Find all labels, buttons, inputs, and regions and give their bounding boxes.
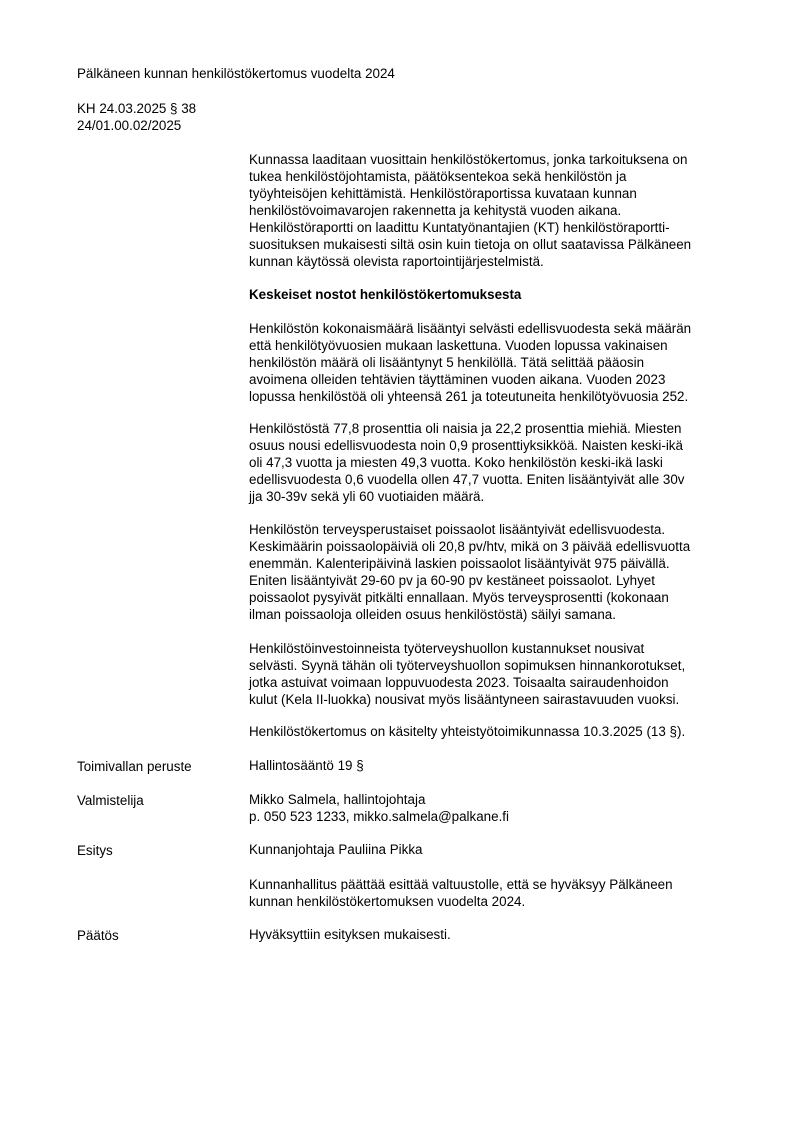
document-title: Pälkäneen kunnan henkilöstökertomus vuodelta 2024: [77, 66, 395, 81]
text-line: työyhteisöjen kehittämistä. Henkilöstöraportissa kuvataan kunnan: [249, 186, 637, 201]
text-line: jotka astuivat voimaan loppuvuodesta 2023. Toisaalta sairaudenhoidon: [249, 675, 669, 690]
text-line: edellisvuodesta 0,6 vuodella ollen 47,7 vuotta. Eniten lisääntyivät alle 30v: [249, 472, 685, 487]
text-line: kulut (Kela II-luokka) nousivat myös lisääntyneen sairastavuuden vuoksi.: [249, 692, 680, 707]
text-line: suosituksen mukaisesti siltä osin kuin tietoja on ollut saatavissa Pälkäneen: [249, 237, 692, 252]
text-line: enemmän. Kalenteripäivinä laskien poissaolot lisääntyivät 975 päivällä.: [249, 556, 670, 571]
preparer-contact: p. 050 523 1233, mikko.salmela@palkane.fi: [249, 809, 509, 824]
absence-paragraph: [249, 521, 690, 623]
meeting-reference: KH 24.03.2025 § 38: [77, 101, 197, 116]
text-line: Henkilöstöraportti on laadittu Kuntatyönantajien (KT) henkilöstöraportti-: [249, 220, 670, 235]
preparer-name: Mikko Salmela, hallintojohtaja: [249, 792, 426, 807]
proposal-label: Esitys: [77, 843, 113, 858]
text-line: kunnan käytössä olevista raportointijärjestelmistä.: [249, 254, 544, 269]
authority-label: Toimivallan peruste: [77, 759, 192, 774]
text-line: ilman poissaoloja olleiden osuus henkilöstöstä) säilyi samana.: [249, 607, 616, 622]
text-line: avoimena olleiden tehtävien täyttäminen vuoden aikana. Vuoden 2023: [249, 372, 666, 387]
text-line: Keskimäärin poissaolopäiviä oli 20,8 pv/htv, mikä on 3 päivää edellisvuotta: [249, 539, 691, 554]
text-line: Kunnassa laaditaan vuosittain henkilöstökertomus, jonka tarkoituksena on: [249, 152, 688, 167]
investment-paragraph: [249, 640, 685, 708]
text-line: tukea henkilöstöjohtamista, päätöksentekoa sekä henkilöstön ja: [249, 169, 627, 184]
text-line: että henkilötyövuosien mukaan laskettuna. Vuoden lopussa vakinaisen: [249, 338, 668, 353]
section-heading: Keskeiset nostot henkilöstökertomuksesta: [249, 287, 522, 302]
intro-paragraph: [249, 151, 691, 270]
decision-label: Päätös: [77, 928, 119, 943]
text-line: Henkilöstöstä 77,8 prosenttia oli naisia ja 22,2 prosenttia miehiä. Miesten: [249, 421, 682, 436]
text-line: oli 47,3 vuotta ja miesten 49,3 vuotta. Koko henkilöstön keski-ikä laski: [249, 455, 663, 470]
cooperation-committee-note: Henkilöstökertomus on käsitelty yhteistyötoimikunnassa 10.3.2025 (13 §).: [249, 724, 686, 739]
text-line: kunnan henkilöstökertomuksen vuodelta 2024.: [249, 894, 526, 909]
text-line: henkilöstövoimavarojen rakennetta ja kehitystä vuoden aikana.: [249, 203, 622, 218]
text-line: poissaolot pysyivät pitkälti ennallaan. Myös terveysprosentti (kokonaan: [249, 590, 669, 605]
case-number: 24/01.00.02/2025: [77, 118, 182, 133]
text-line: Kunnanhallitus päättää esittää valtuustolle, että se hyväksyy Pälkäneen: [249, 877, 673, 892]
decision-value: Hyväksyttiin esityksen mukaisesti.: [249, 927, 451, 942]
proposal-by: Kunnanjohtaja Pauliina Pikka: [249, 842, 423, 857]
text-line: Henkilöstöinvestoinneista työterveyshuollon kustannukset nousivat: [249, 641, 645, 656]
text-line: Henkilöstön kokonaismäärä lisääntyi selvästi edellisvuodesta sekä määrän: [249, 321, 692, 336]
text-line: osuus nousi edellisvuodesta noin 0,9 prosenttiyksikköä. Naisten keski-ikä: [249, 438, 683, 453]
text-line: henkilöstön määrä oli lisääntynyt 5 henkilöllä. Tätä selittää pääosin: [249, 355, 645, 370]
proposal-text: [249, 876, 673, 910]
authority-value: Hallintosääntö 19 §: [249, 758, 364, 773]
text-line: lopussa henkilöstöä oli yhteensä 261 ja toteutuneita henkilötyövuosia 252.: [249, 389, 689, 404]
preparer-label: Valmistelija: [77, 793, 144, 808]
text-line: selvästi. Syynä tähän oli työterveyshuollon sopimuksen hinnankorotukset,: [249, 658, 686, 673]
gender-age-paragraph: [249, 420, 684, 505]
text-line: jja 30-39v sekä yli 60 vuotiaiden määrä.: [249, 489, 485, 504]
text-line: Henkilöstön terveysperustaiset poissaolot lisääntyivät edellisvuodesta.: [249, 522, 666, 537]
text-line: Eniten lisääntyivät 29-60 pv ja 60-90 pv kestäneet poissaolot. Lyhyet: [249, 573, 655, 588]
staff-count-paragraph: [249, 320, 691, 405]
